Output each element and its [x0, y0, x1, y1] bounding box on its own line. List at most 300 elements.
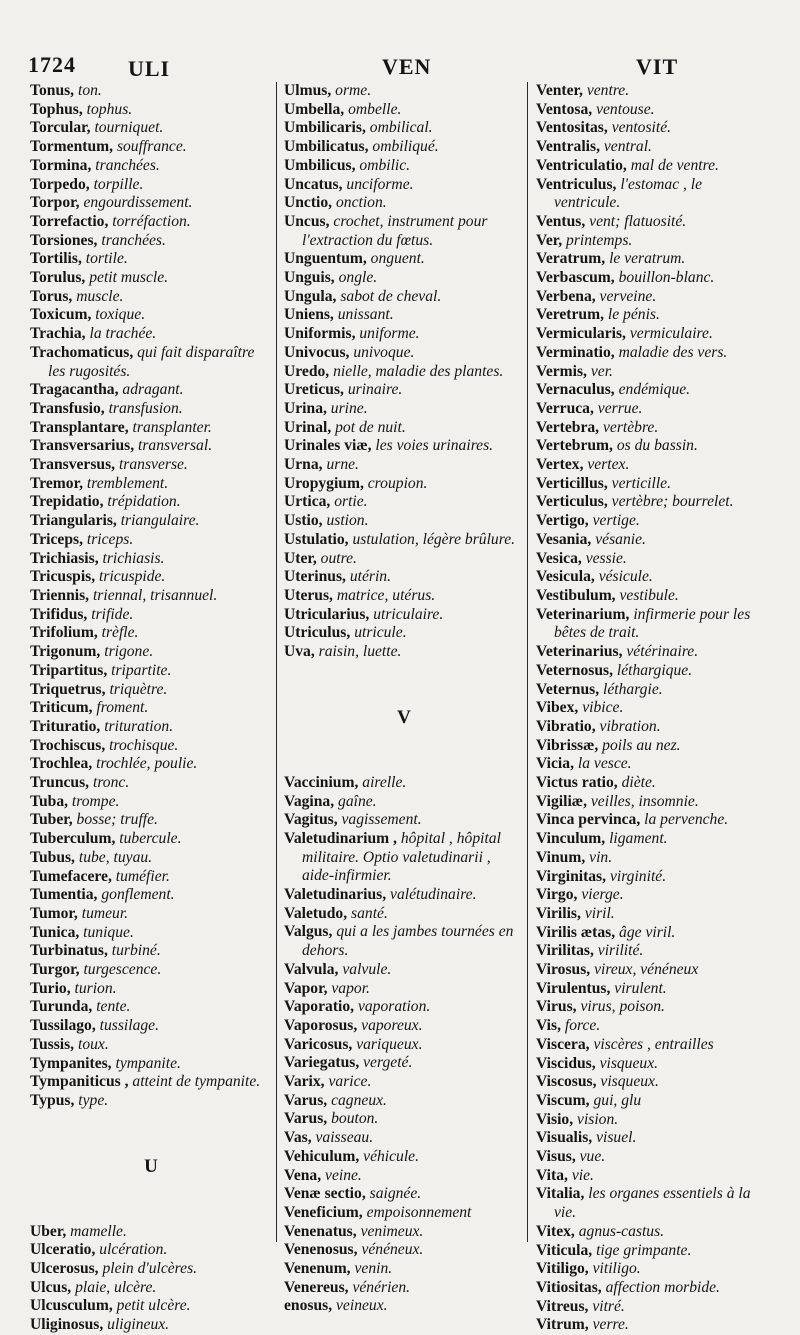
entry-latin-term: Tubus, — [30, 848, 75, 866]
dictionary-entry — [536, 1167, 772, 1186]
entry-latin-term: Utricularius, — [284, 605, 370, 623]
dictionary-entry — [536, 606, 772, 643]
dictionary-entry — [30, 718, 272, 737]
entry-latin-term: Tympanites, — [30, 1054, 112, 1072]
entry-latin-term: Uncatus, — [284, 175, 343, 193]
entry-latin-term: Typus, — [30, 1091, 75, 1109]
dictionary-entry — [536, 475, 772, 494]
entry-latin-term: Veterinarius, — [536, 643, 623, 661]
dictionary-entry — [30, 306, 272, 325]
entry-french-definition: viril. — [584, 904, 615, 922]
entry-french-definition: vin. — [589, 848, 613, 866]
column-2 — [284, 82, 524, 1316]
entry-french-definition: atteint de tympanite. — [132, 1073, 261, 1091]
entry-french-definition: petit muscle. — [89, 269, 169, 287]
entry-latin-term: Vicia, — [536, 755, 574, 773]
entry-french-definition: unissant. — [337, 306, 394, 324]
entry-french-definition: la vesce. — [577, 755, 632, 773]
entry-french-definition: pot de nuit. — [335, 418, 406, 436]
dictionary-entry — [30, 512, 272, 531]
entry-latin-term: Virginitas, — [536, 867, 607, 885]
entry-french-definition: force. — [564, 1017, 601, 1035]
dictionary-entry — [284, 1223, 524, 1242]
dictionary-entry — [284, 961, 524, 980]
entry-latin-term: Uva, — [284, 643, 315, 661]
entry-latin-term: Transversus, — [30, 456, 116, 474]
entry-french-definition: ombilical. — [369, 119, 433, 137]
entry-latin-term: Turgor, — [30, 961, 80, 979]
entry-latin-term: Trigonum, — [30, 643, 101, 661]
entry-french-definition: vermiculaire. — [629, 325, 713, 343]
entry-french-definition: mamelle. — [70, 1222, 127, 1240]
entry-french-definition: trochisque. — [109, 736, 179, 754]
dictionary-entry — [284, 568, 524, 587]
entry-latin-term: Trepidatio, — [30, 493, 104, 511]
entry-latin-term: Valetudinarium , — [284, 829, 397, 847]
entry-french-definition: trichiasis. — [102, 549, 165, 567]
column-divider — [276, 82, 277, 1242]
entry-french-definition: tranchées. — [95, 156, 160, 174]
dictionary-entry — [284, 138, 524, 157]
dictionary-entry — [536, 942, 772, 961]
entry-latin-term: Virgo, — [536, 886, 578, 904]
entry-french-definition: muscle. — [76, 287, 124, 305]
entry-french-definition: triceps. — [86, 530, 134, 548]
entry-latin-term: Ulmus, — [284, 82, 332, 99]
entry-latin-term: Tumefacere, — [30, 867, 112, 885]
entry-latin-term: Visus, — [536, 1148, 576, 1166]
entry-latin-term: Veratrum, — [536, 250, 606, 268]
dictionary-entry — [284, 923, 524, 960]
entry-french-definition: tussilage. — [99, 1017, 159, 1035]
entry-latin-term: Uterinus, — [284, 568, 346, 586]
entry-french-definition: crochet, instrument pour l'extraction du fœtus. — [302, 212, 488, 249]
entry-latin-term: Tophus, — [30, 100, 83, 118]
entry-latin-term: Uniformis, — [284, 325, 356, 343]
entry-latin-term: Torpedo, — [30, 175, 90, 193]
dictionary-entry — [30, 1260, 272, 1279]
dictionary-entry — [536, 811, 772, 830]
dictionary-entry — [284, 475, 524, 494]
entry-french-definition: empoisonnement — [366, 1203, 472, 1221]
dictionary-entry — [30, 344, 272, 381]
entry-latin-term: Unguis, — [284, 269, 335, 287]
dictionary-entry — [536, 1223, 772, 1242]
column-1 — [30, 82, 272, 1335]
entry-french-definition: ustion. — [326, 512, 369, 530]
entry-latin-term: Tumentia, — [30, 886, 98, 904]
entry-latin-term: Univocus, — [284, 343, 350, 361]
entry-french-definition: ventosité. — [611, 119, 672, 137]
entry-french-definition: printemps. — [566, 231, 633, 249]
dictionary-entry — [536, 419, 772, 438]
entry-latin-term: Vitex, — [536, 1222, 575, 1240]
dictionary-entry — [536, 830, 772, 849]
entry-french-definition: véhicule. — [363, 1147, 419, 1165]
dictionary-entry — [284, 82, 524, 101]
dictionary-entry — [284, 437, 524, 456]
entry-latin-term: Varus, — [284, 1091, 328, 1109]
entry-latin-term: Tuberculum, — [30, 830, 116, 848]
dictionary-entry — [30, 550, 272, 569]
entry-french-definition: verticille. — [611, 474, 671, 492]
entry-french-definition: souffrance. — [116, 138, 187, 156]
dictionary-entry — [30, 905, 272, 924]
dictionary-entry — [30, 82, 272, 101]
entry-french-definition: virilité. — [597, 942, 644, 960]
dictionary-entry — [284, 213, 524, 250]
entry-latin-term: Viscera, — [536, 1035, 590, 1053]
entry-french-definition: cagneux. — [331, 1091, 387, 1109]
entry-french-definition: vertige. — [592, 512, 640, 530]
entry-french-definition: bosse; truffe. — [76, 811, 158, 829]
entry-french-definition: vent; flatuosité. — [589, 212, 687, 230]
entry-latin-term: Ventriculus, — [536, 175, 617, 193]
dictionary-entry — [30, 176, 272, 195]
entry-french-definition: l'estomac , le ventricule. — [554, 175, 703, 212]
dictionary-entry — [536, 1111, 772, 1130]
entry-french-definition: plaie, ulcère. — [75, 1278, 157, 1296]
dictionary-entry — [30, 662, 272, 681]
entry-latin-term: Uterus, — [284, 586, 333, 604]
entry-latin-term: Ulcusculum, — [30, 1297, 113, 1315]
entry-french-definition: bouton. — [331, 1110, 379, 1128]
entry-french-definition: vésanie. — [595, 530, 646, 548]
entry-french-definition: viscères , entrailles — [593, 1035, 714, 1053]
dictionary-entry — [30, 531, 272, 550]
entry-french-definition: ombilic. — [359, 156, 411, 174]
entry-french-definition: endémique. — [618, 381, 691, 399]
entry-latin-term: Viscidus, — [536, 1054, 596, 1072]
entry-french-definition: bouillon-blanc. — [618, 269, 715, 287]
dictionary-entry — [536, 176, 772, 213]
dictionary-entry — [536, 961, 772, 980]
dictionary-entry — [284, 1129, 524, 1148]
entry-latin-term: Unguentum, — [284, 250, 367, 268]
entry-french-definition: tunique. — [83, 923, 134, 941]
entry-latin-term: Vis, — [536, 1017, 561, 1035]
entry-latin-term: Unctio, — [284, 194, 333, 212]
entry-french-definition: tuméfier. — [115, 867, 170, 885]
dictionary-entry — [284, 774, 524, 793]
dictionary-entry — [30, 475, 272, 494]
entry-latin-term: Tormentum, — [30, 138, 114, 156]
dictionary-entry — [284, 157, 524, 176]
dictionary-entry — [30, 325, 272, 344]
entry-latin-term: Vinca pervinca, — [536, 811, 641, 829]
entry-latin-term: Uncus, — [284, 212, 330, 230]
entry-latin-term: enosus, — [284, 1297, 333, 1315]
entry-french-definition: ongle. — [338, 269, 378, 287]
entry-latin-term: Transversarius, — [30, 437, 135, 455]
entry-latin-term: Tragacantha, — [30, 381, 119, 399]
dictionary-entry — [536, 101, 772, 120]
dictionary-entry — [284, 550, 524, 569]
dictionary-entry — [284, 344, 524, 363]
entry-french-definition: vaisseau. — [315, 1129, 374, 1147]
entry-latin-term: Umbilicus, — [284, 156, 356, 174]
entry-french-definition: outre. — [320, 549, 357, 567]
entry-french-definition: santé. — [351, 904, 388, 922]
dictionary-entry — [284, 176, 524, 195]
entry-french-definition: ulcération. — [99, 1241, 168, 1259]
entry-latin-term: Varus, — [284, 1110, 328, 1128]
entry-french-definition: vaporeux. — [361, 1016, 423, 1034]
dictionary-entry — [536, 1148, 772, 1167]
entry-latin-term: Verticillus, — [536, 474, 608, 492]
entry-french-definition: le veratrum. — [609, 250, 686, 268]
dictionary-entry — [30, 1279, 272, 1298]
dictionary-entry — [284, 1017, 524, 1036]
dictionary-entry — [536, 1242, 772, 1261]
dictionary-entry — [30, 774, 272, 793]
dictionary-entry — [536, 1073, 772, 1092]
entry-latin-term: Vertigo, — [536, 512, 589, 530]
dictionary-entry — [30, 568, 272, 587]
dictionary-entry — [284, 456, 524, 475]
entry-french-definition: virulent. — [614, 979, 667, 997]
dictionary-entry — [536, 755, 772, 774]
dictionary-entry — [536, 1129, 772, 1148]
entry-french-definition: transverse. — [118, 456, 188, 474]
dictionary-entry — [30, 1241, 272, 1260]
entry-french-definition: visqueux. — [599, 1054, 659, 1072]
entry-french-definition: utérin. — [349, 568, 392, 586]
dictionary-entry — [284, 1167, 524, 1186]
entry-french-definition: vénérien. — [352, 1278, 411, 1296]
dictionary-entry — [30, 381, 272, 400]
entry-latin-term: Venenatus, — [284, 1222, 357, 1240]
entry-latin-term: Trituratio, — [30, 717, 101, 735]
entry-french-definition: vireux, vénéneux — [594, 961, 699, 979]
entry-latin-term: Transplantare, — [30, 418, 129, 436]
entry-latin-term: Vaporatio, — [284, 998, 355, 1016]
entry-latin-term: Vitiositas, — [536, 1279, 602, 1296]
entry-french-definition: urinaire. — [347, 381, 403, 399]
entry-latin-term: Turbinatus, — [30, 942, 108, 960]
entry-latin-term: Uter, — [284, 549, 317, 567]
entry-french-definition: croupion. — [367, 474, 428, 492]
entry-french-definition: triangulaire. — [120, 512, 200, 530]
dictionary-entry — [284, 643, 524, 662]
dictionary-entry — [284, 101, 524, 120]
entry-latin-term: Vesicula, — [536, 568, 595, 586]
entry-latin-term: Tussis, — [30, 1035, 75, 1053]
section-letter-heading: V — [397, 706, 411, 728]
entry-french-definition: tubercule. — [119, 830, 182, 848]
entry-french-definition: mal de ventre. — [630, 156, 719, 174]
header-left-guideword: ULI — [128, 56, 171, 81]
entry-french-definition: tumeur. — [81, 904, 129, 922]
entry-french-definition: trigone. — [104, 643, 154, 661]
entry-latin-term: Ventosa, — [536, 100, 593, 118]
entry-french-definition: maladie des vers. — [618, 343, 728, 361]
dictionary-entry — [30, 587, 272, 606]
column-divider — [527, 82, 528, 1242]
entry-french-definition: type. — [78, 1091, 109, 1109]
entry-latin-term: Vitalia, — [536, 1185, 585, 1203]
dictionary-entry — [536, 1036, 772, 1055]
entry-latin-term: Vita, — [536, 1166, 568, 1184]
entry-latin-term: Toxicum, — [30, 306, 92, 324]
entry-latin-term: Torulus, — [30, 269, 86, 287]
entry-french-definition: vierge. — [581, 886, 624, 904]
dictionary-entry — [284, 606, 524, 625]
dictionary-entry — [284, 512, 524, 531]
entry-french-definition: vision. — [577, 1110, 619, 1128]
entry-latin-term: Urtica, — [284, 493, 331, 511]
entry-french-definition: onction. — [335, 194, 387, 212]
entry-french-definition: torpille. — [93, 175, 144, 193]
entry-latin-term: Veretrum, — [536, 306, 604, 324]
entry-latin-term: Viscum, — [536, 1091, 590, 1109]
dictionary-entry — [284, 531, 524, 550]
dictionary-entry — [284, 1260, 524, 1279]
entry-french-definition: trifide. — [91, 605, 134, 623]
entry-latin-term: Verminatio, — [536, 343, 615, 361]
entry-french-definition: gaîne. — [338, 792, 377, 810]
dictionary-entry — [536, 662, 772, 681]
page-number: 1724 — [28, 52, 76, 77]
entry-french-definition: ventre. — [586, 82, 630, 99]
entry-latin-term: Vinculum, — [536, 830, 606, 848]
entry-french-definition: urine. — [330, 399, 368, 417]
dictionary-entry — [536, 718, 772, 737]
entry-latin-term: Verbena, — [536, 287, 596, 305]
entry-latin-term: Uropygium, — [284, 474, 364, 492]
entry-french-definition: orme. — [335, 82, 372, 99]
entry-latin-term: Ventralis, — [536, 138, 600, 156]
column-3 — [536, 82, 772, 1335]
dictionary-entry — [536, 1017, 772, 1036]
entry-french-definition: saignée. — [369, 1185, 422, 1203]
dictionary-entry — [536, 924, 772, 943]
entry-latin-term: Uber, — [30, 1222, 67, 1240]
dictionary-entry — [30, 194, 272, 213]
entry-latin-term: Umbilicatus, — [284, 138, 369, 156]
dictionary-entry — [284, 587, 524, 606]
entry-french-definition: variqueux. — [356, 1035, 423, 1053]
dictionary-entry — [284, 194, 524, 213]
dictionary-entry — [536, 868, 772, 887]
entry-french-definition: vergeté. — [363, 1054, 413, 1072]
entry-latin-term: Urna, — [284, 456, 323, 474]
entry-latin-term: Virilis, — [536, 904, 581, 922]
dictionary-entry — [536, 568, 772, 587]
entry-french-definition: vessie. — [585, 549, 627, 567]
entry-latin-term: Vagitus, — [284, 811, 338, 829]
dictionary-entry — [284, 325, 524, 344]
entry-latin-term: Tussilago, — [30, 1017, 96, 1035]
dictionary-entry — [284, 1073, 524, 1092]
entry-french-definition: léthargique. — [616, 661, 693, 679]
dictionary-entry — [30, 961, 272, 980]
dictionary-entry — [284, 1241, 524, 1260]
entry-french-definition: diète. — [621, 774, 656, 792]
dictionary-entry — [284, 269, 524, 288]
entry-french-definition: onguent. — [370, 250, 425, 268]
entry-french-definition: la pervenche. — [644, 811, 729, 829]
entry-french-definition: tremblement. — [86, 474, 169, 492]
dictionary-entry — [536, 998, 772, 1017]
dictionary-entry — [30, 643, 272, 662]
entry-latin-term: Ventus, — [536, 212, 586, 230]
entry-french-definition: virus, poison. — [580, 998, 665, 1016]
dictionary-entry — [30, 924, 272, 943]
dictionary-entry — [30, 998, 272, 1017]
entry-french-definition: poils au nez. — [602, 736, 681, 754]
dictionary-entry — [30, 419, 272, 438]
entry-latin-term: Venenosus, — [284, 1241, 358, 1259]
entry-french-definition: adragant. — [122, 381, 184, 399]
entry-french-definition: utricule. — [354, 624, 407, 642]
dictionary-entry — [536, 138, 772, 157]
dictionary-entry — [30, 793, 272, 812]
entry-french-definition: les organes essentiels à la vie. — [554, 1185, 751, 1222]
entry-latin-term: Victus ratio, — [536, 774, 618, 792]
dictionary-entry — [30, 1055, 272, 1074]
entry-french-definition: matrice, utérus. — [336, 586, 436, 604]
entry-latin-term: Veneficium, — [284, 1203, 363, 1221]
entry-latin-term: Trochlea, — [30, 755, 93, 773]
entry-latin-term: Vigiliæ, — [536, 792, 587, 810]
entry-latin-term: Vestibulum, — [536, 586, 616, 604]
entry-latin-term: Uniens, — [284, 306, 334, 324]
entry-latin-term: Vertex, — [536, 456, 584, 474]
entry-latin-term: Torus, — [30, 287, 73, 305]
entry-latin-term: Vibratio, — [536, 717, 596, 735]
entry-french-definition: transplanter. — [132, 418, 212, 436]
dictionary-entry — [30, 250, 272, 269]
entry-latin-term: Truncus, — [30, 774, 90, 792]
entry-french-definition: veine. — [325, 1166, 362, 1184]
entry-latin-term: Urinales viæ, — [284, 437, 372, 455]
entry-latin-term: Vaporosus, — [284, 1016, 358, 1034]
entry-latin-term: Ureticus, — [284, 381, 344, 399]
entry-latin-term: Virus, — [536, 998, 577, 1016]
entry-latin-term: Tortilis, — [30, 250, 82, 268]
entry-latin-term: Virulentus, — [536, 979, 611, 997]
entry-french-definition: visuel. — [596, 1129, 637, 1147]
entry-french-definition: plein d'ulcères. — [102, 1260, 198, 1278]
dictionary-entry — [30, 737, 272, 756]
dictionary-entry — [30, 288, 272, 307]
dictionary-entry — [536, 1279, 772, 1298]
dictionary-entry — [284, 1054, 524, 1073]
entry-latin-term: Venenum, — [284, 1260, 351, 1278]
dictionary-entry — [30, 1297, 272, 1316]
entry-latin-term: Verticulus, — [536, 493, 608, 511]
dictionary-entry — [30, 400, 272, 419]
dictionary-entry — [536, 1185, 772, 1222]
entry-french-definition: vertèbre; bourrelet. — [611, 493, 734, 511]
dictionary-entry — [284, 998, 524, 1017]
entry-french-definition: ombelle. — [348, 100, 402, 118]
entry-french-definition: os du bassin. — [616, 437, 698, 455]
entry-latin-term: Varicosus, — [284, 1035, 353, 1053]
entry-latin-term: Torsiones, — [30, 231, 98, 249]
entry-french-definition: vaporation. — [357, 998, 431, 1016]
dictionary-entry — [284, 288, 524, 307]
entry-latin-term: Ustio, — [284, 512, 323, 530]
dictionary-entry — [284, 493, 524, 512]
entry-french-definition: triennal, trisannuel. — [92, 586, 218, 604]
dictionary-entry — [536, 905, 772, 924]
dictionary-entry — [30, 157, 272, 176]
dictionary-entry — [30, 456, 272, 475]
dictionary-entry — [284, 905, 524, 924]
entry-french-definition: verre. — [592, 1316, 629, 1334]
